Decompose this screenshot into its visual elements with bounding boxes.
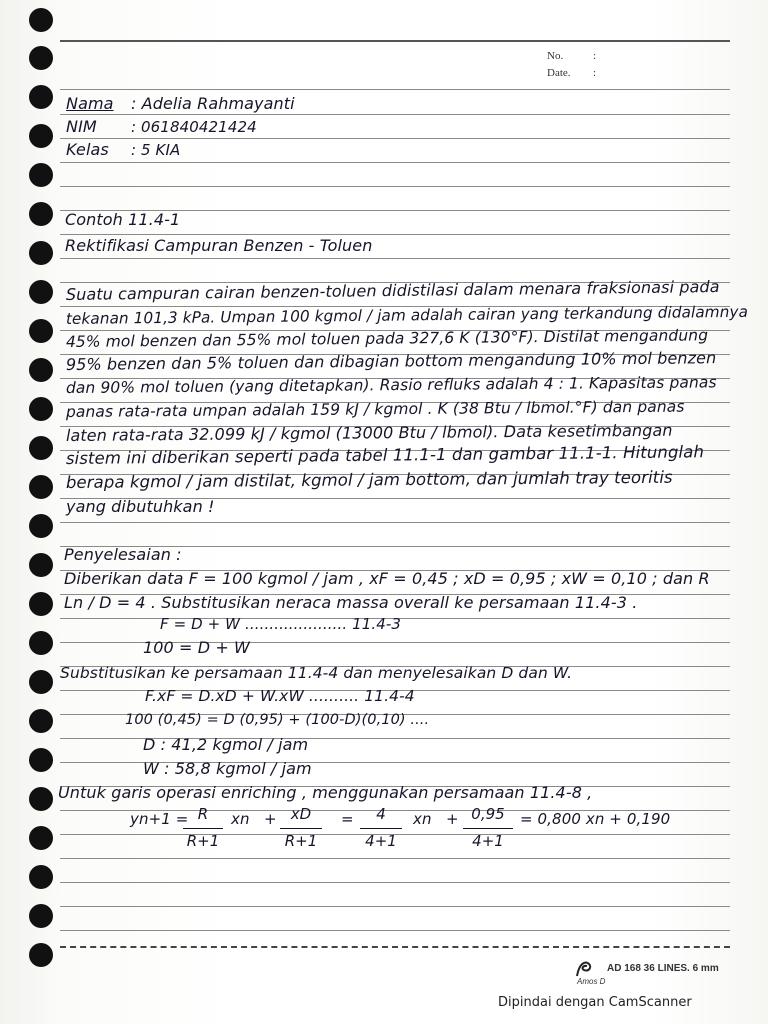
fraction-3-denominator: 4+1 [365, 832, 397, 850]
equation-equals: = [341, 810, 354, 828]
solution-line: Untuk garis operasi enriching , menggunakan persamaan 11.4-8 , [58, 783, 593, 802]
solution-line: Substitusikan ke persamaan 11.4-4 dan menyelesaikan D dan W. [60, 664, 573, 682]
nama-label: Nama [66, 94, 114, 113]
date-label: Date. [547, 67, 571, 79]
problem-line: laten rata-rata 32.099 kJ / kgmol (13000 Btu / lbmol). Data kesetimbangan [65, 420, 673, 445]
problem-line: sistem ini diberikan seperti pada tabel 11.1-1 dan gambar 11.1-1. Hitunglah [65, 442, 705, 468]
binder-hole [29, 163, 53, 187]
binder-hole [29, 748, 53, 772]
binder-hole [29, 709, 53, 733]
binder-hole [29, 904, 53, 928]
fraction-2-denominator: R+1 [284, 832, 318, 850]
binder-hole [29, 826, 53, 850]
problem-line: panas rata-rata umpan adalah 159 kJ / kgmol . K (38 Btu / lbmol.°F) dan panas [65, 397, 685, 421]
equation-lhs: yn+1 = [130, 810, 189, 828]
binder-hole [29, 202, 53, 226]
fraction-3-numerator: 4 [376, 805, 386, 823]
problem-line: yang dibutuhkan ! [66, 497, 215, 516]
ruled-line [60, 186, 730, 187]
solution-line: W : 58,8 kgmol / jam [143, 759, 312, 778]
fraction-2-bar [280, 828, 322, 829]
solution-line: F = D + W ..................... 11.4-3 [160, 615, 402, 633]
binder-hole [29, 85, 53, 109]
solution-line: Ln / D = 4 . Substitusikan neraca massa overall ke persamaan 11.4-3 . [64, 593, 638, 612]
binder-hole [29, 358, 53, 382]
equation-plus: + [264, 810, 277, 828]
binder-hole [29, 475, 53, 499]
fraction-4-denominator: 4+1 [472, 832, 504, 850]
problem-line: Suatu campuran cairan benzen-toluen didistilasi dalam menara fraksionasi pada [65, 277, 720, 304]
no-label: No. [547, 50, 564, 62]
nim-value: : 061840421424 [131, 118, 257, 136]
date-colon: : [593, 67, 597, 79]
paper-spec: AD 168 36 LINES. 6 mm [607, 963, 719, 974]
binder-hole [29, 280, 53, 304]
solution-heading: Penyelesaian : [64, 545, 182, 564]
solution-line: D : 41,2 kgmol / jam [143, 735, 309, 754]
binder-hole [29, 943, 53, 967]
ruled-line [60, 114, 730, 115]
binder-hole [29, 241, 53, 265]
ruled-line [60, 522, 730, 523]
problem-line: tekanan 101,3 kPa. Umpan 100 kgmol / jam adalah cairan yang terkandung didalamnya [65, 302, 749, 328]
binder-hole [29, 436, 53, 460]
fraction-1-bar [183, 828, 223, 829]
ruled-line [60, 930, 730, 931]
equation-result: = 0,800 xn + 0,190 [520, 810, 671, 828]
equation-xn: xn [413, 810, 432, 828]
problem-line: berapa kgmol / jam distilat, kgmol / jam bottom, dan jumlah tray teoritis [65, 467, 673, 492]
ruled-line [60, 946, 730, 948]
ruled-line [60, 906, 730, 907]
brand-name: Amos D [577, 977, 606, 986]
example-title: Contoh 11.4-1 [65, 210, 181, 229]
ruled-line [60, 89, 730, 90]
kelas-label: Kelas [66, 140, 109, 159]
binder-hole [29, 592, 53, 616]
no-colon: : [593, 50, 597, 62]
binder-hole [29, 865, 53, 889]
fraction-4-bar [463, 828, 513, 829]
nim-label: NIM [66, 117, 97, 136]
equation-plus: + [446, 810, 459, 828]
camscanner-watermark: Dipindai dengan CamScanner [498, 995, 692, 1010]
binder-hole [29, 319, 53, 343]
binder-hole [29, 553, 53, 577]
problem-line: 95% benzen dan 5% toluen dan dibagian bottom mengandung 10% mol benzen [65, 348, 717, 374]
ruled-line [60, 882, 730, 883]
ruled-line [60, 138, 730, 139]
fraction-4-numerator: 0,95 [471, 805, 505, 823]
binder-hole [29, 670, 53, 694]
binder-hole [29, 631, 53, 655]
fraction-1-denominator: R+1 [186, 832, 220, 850]
solution-line: F.xF = D.xD + W.xW .......... 11.4-4 [145, 687, 415, 705]
kelas-value: : 5 KIA [131, 141, 181, 159]
problem-line: dan 90% mol toluen (yang ditetapkan). Rasio refluks adalah 4 : 1. Kapasitas panas [65, 373, 717, 397]
problem-line: 45% mol benzen dan 55% mol toluen pada 327,6 K (130°F). Distilat mengandung [65, 326, 709, 351]
ruled-line [60, 858, 730, 859]
ruled-line [60, 258, 730, 259]
example-subtitle: Rektifikasi Campuran Benzen - Toluen [65, 236, 373, 255]
fraction-3-bar [360, 828, 402, 829]
solution-line: 100 (0,45) = D (0,95) + (100-D)(0,10) .... [125, 712, 430, 728]
ruled-line [60, 234, 730, 235]
fraction-2-numerator: xD [290, 805, 312, 823]
equation-xn: xn [231, 810, 250, 828]
ruled-line [60, 40, 730, 42]
fraction-1-numerator: R [197, 805, 209, 823]
binder-hole [29, 8, 53, 32]
binder-hole [29, 514, 53, 538]
binder-hole [29, 787, 53, 811]
nama-value: : Adelia Rahmayanti [131, 94, 295, 113]
solution-line: Diberikan data F = 100 kgmol / jam , xF = 0,45 ; xD = 0,95 ; xW = 0,10 ; dan R [64, 569, 710, 588]
binder-hole [29, 397, 53, 421]
amos-logo-icon [575, 958, 597, 978]
binder-hole [29, 46, 53, 70]
binder-hole [29, 124, 53, 148]
ruled-line [60, 162, 730, 163]
solution-line: 100 = D + W [143, 638, 250, 657]
